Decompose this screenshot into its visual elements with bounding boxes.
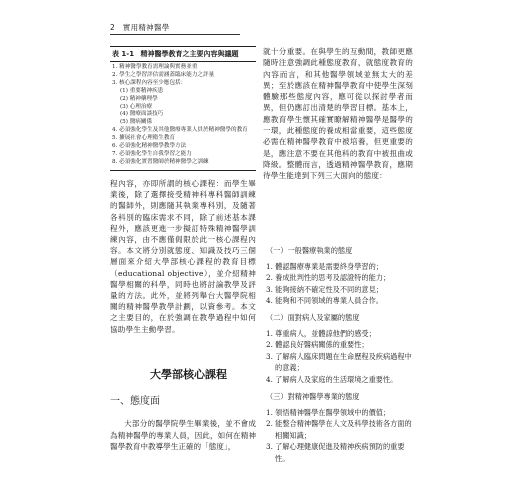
table-title: 精神醫學教育之主要內容與議題 [140, 50, 239, 58]
table-row: 3. 核心課程內容至少應包括： [112, 79, 187, 86]
table-caption [110, 47, 256, 62]
table-row: (2) 精神藥理學 [120, 95, 158, 102]
table-row: 7. 必須強化學生自我學習之能力 [112, 150, 192, 157]
page-number: 2 [110, 23, 116, 32]
list-item: 3. 能夠接納不確定性及不同的意見； [266, 284, 383, 294]
table-row: (1) 重要精神疾患 [120, 87, 164, 94]
list-item: 1. 尊重病人，並體諒他們的感受； [266, 329, 376, 338]
right-column-text [263, 46, 413, 182]
table-label: 表 1-1 [112, 50, 135, 58]
table-row: 4. 必須強化學生及其他醫療專業人員於精神醫學的教育 [112, 127, 248, 134]
list-item: 1. 領悟精神醫學在醫學領域中的價值； [266, 408, 391, 417]
table-row: 2. 學生之學習評估需涵蓋臨床能力之評量 [112, 71, 215, 78]
section-general-practice-title: （一）一般醫療執業的態度 [266, 246, 353, 255]
table-1-1 [110, 46, 256, 171]
table-row: (4) 醫療面談技巧 [120, 111, 164, 118]
running-header [110, 22, 170, 33]
table-row: 5. 擴展社會心理衛生教育 [112, 135, 176, 142]
header-rule [110, 34, 240, 35]
section-psychiatry-profession-list [266, 407, 416, 464]
list-item: 3. 了解病人臨床問題在生命歷程及疾病過程中的意義； [266, 351, 412, 373]
section-heading-core-curriculum: 大學部核心課程 [150, 368, 227, 381]
section-patient-family-title: （二）面對病人及家屬的態度 [266, 313, 360, 322]
book-title: 實用精神醫學 [122, 23, 170, 32]
table-row: 8. 必須強化實習醫師於精神醫學之訓練 [112, 158, 209, 165]
table-row: 1. 精神醫學教育需理論與實務並重 [112, 64, 198, 70]
list-item: 1. 體認醫療專業是需要終身學習的； [266, 262, 383, 271]
list-item: 4. 能夠和不同領域的專業人員合作。 [266, 296, 383, 306]
section-patient-family-list [266, 328, 416, 385]
left-column-text [110, 178, 256, 335]
intro-paragraph: 程內容，亦即所謂的核心課程：而學生畢業後，除了選擇接受精神科專科醫師訓練的醫師外，則應隨其執業專科別，及隨著各科別的臨床需求不同，除了前述基本課程外，應該更進一步擬訂特殊精神醫學訓練內容，由不應僅侷限於此一核心課程內容。本文將分別就態度、知識及技巧三個層面來介紹大學部核心課程的教育目標（educational objective），並介紹精神醫學相關的科學，同時也將討論教學及評量的方法。此外，並將列舉台大醫學院相關的精神醫學教學計劃，以資參考。本文之主要目的，在於強調在教學過程中如何協助學生主動學習。 [110, 179, 256, 334]
attitude-paragraph: 大部分的醫學院學生畢業後，並不會成為精神醫學的專業人員，因此，如何在精神醫學教育中教導學生正確的「態度」， [110, 419, 256, 452]
section-general-practice-list [266, 261, 416, 307]
table-row: (5) 醫病關係 [120, 119, 153, 126]
subsection-heading-attitude: 一、態度面 [110, 396, 160, 407]
attitude-continued-paragraph: 就十分重要。在與學生的互動間，教師更應隨時注意強調此種態度教育，就態度教育的內容而言，和其他醫學領域並無太大的差異；至於應該在精神醫學教育中使學生深刻體驗那些態度內容，應可從以探討學者而異，但仍應訂出清楚的學習目標。基本上，應教育學生懷其確實瞭解精神醫學是醫學的一環，此種態度的養成相當重要，這些態度必需在精神醫學教育中被培養，但更重要的是，應注意不要在其他科的教育中被扭曲或降級。整體而言，透過精神醫學教育，應期待學生能達到下列三大面向的態度： [263, 47, 413, 181]
list-item: 2. 體認良好醫病關係的重要性； [266, 340, 369, 350]
table-row: 6. 必須強化精神醫學教學方法 [112, 143, 187, 150]
list-item: 2. 能整合精神醫學在人文及科學技術各方面的相關知識； [266, 419, 412, 440]
list-item: 2. 養成批判性的思考及認證特的能力； [266, 273, 391, 283]
section-psychiatry-profession-title: （三）對精神醫學專業的態度 [266, 392, 360, 401]
list-item: 3. 了解心理健康促進及精神疾病預防的重要性。 [266, 442, 405, 463]
table-list [110, 64, 256, 167]
table-row: (3) 心理治療 [120, 103, 153, 110]
list-item: 4. 了解病人及家庭的生活環境之重要性。 [266, 374, 398, 384]
